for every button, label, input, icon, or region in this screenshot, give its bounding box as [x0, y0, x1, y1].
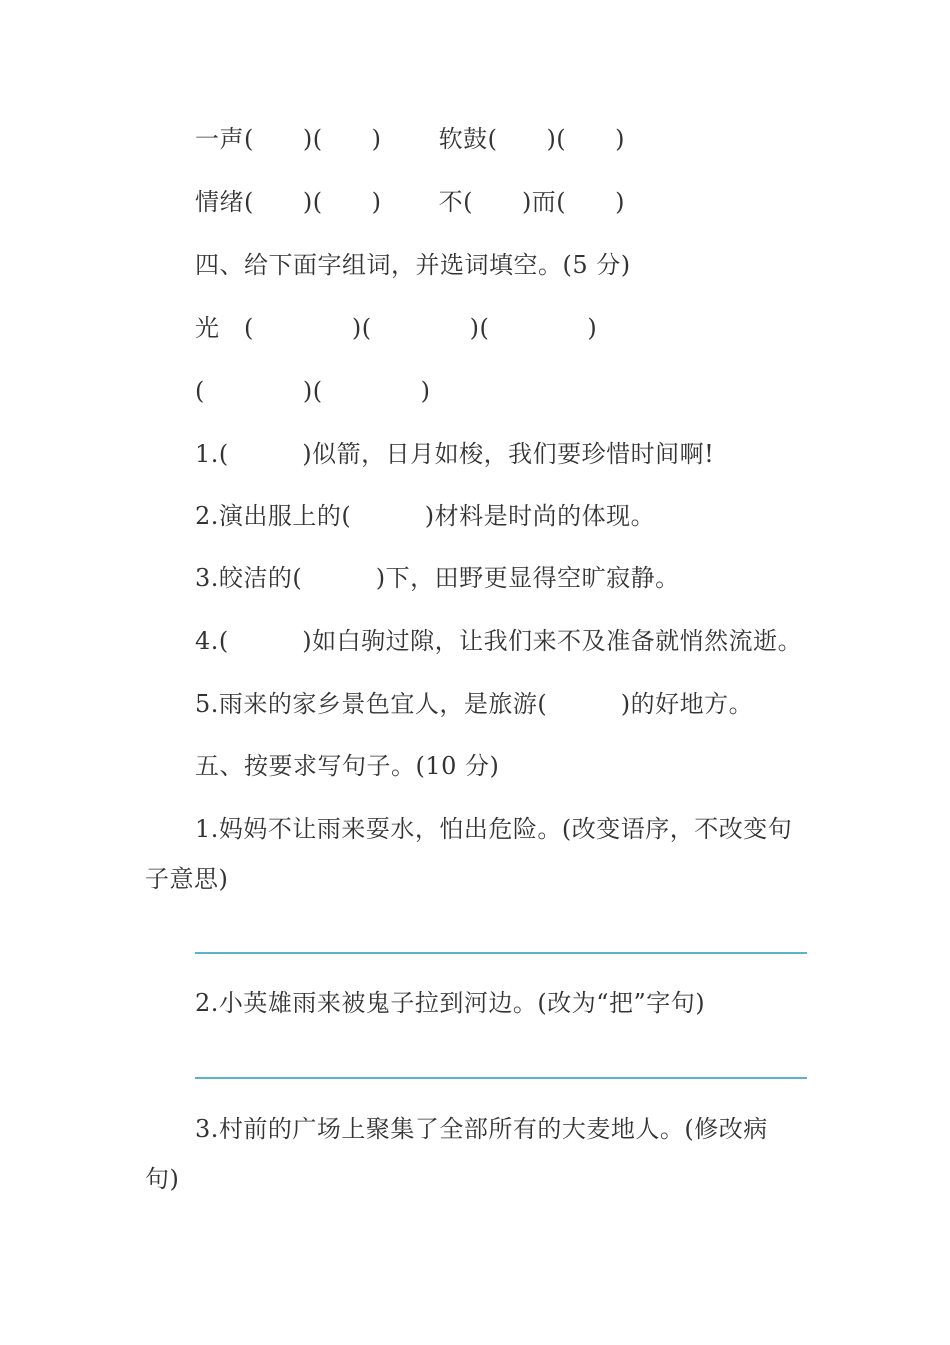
answer-line-1	[195, 952, 807, 954]
question-2: 2.小英雄雨来被鬼子拉到河边。(改为“把”字句)	[195, 989, 706, 1017]
fill-item-3: 3.皎洁的( )下，田野更显得空旷寂静。	[195, 564, 680, 592]
fill-item-5: 5.雨来的家乡景色宜人，是旅游( )的好地方。	[195, 690, 754, 718]
section-5-heading: 五、按要求写句子。(10 分)	[195, 752, 500, 780]
fill-item-4: 4.( )如白驹过隙，让我们来不及准备就悄然流逝。	[195, 627, 803, 655]
question-1-line-2: 子意思)	[145, 865, 229, 893]
section-4-heading: 四、给下面字组词，并选词填空。(5 分)	[195, 251, 631, 279]
question-3-line-2: 句)	[145, 1165, 180, 1193]
fill-item-1: 1.( )似箭，日月如梭，我们要珍惜时间啊!	[195, 440, 715, 468]
idiom-row-1: 一声( )( ) 软鼓( )( )	[195, 125, 626, 153]
idiom-row-2: 情绪( )( ) 不( )而( )	[195, 188, 626, 216]
word-row-2: ( )( )	[195, 377, 431, 405]
question-1-line-1: 1.妈妈不让雨来耍水，怕出危险。(改变语序，不改变句	[195, 815, 793, 843]
answer-line-2	[195, 1077, 807, 1079]
question-3-line-1: 3.村前的广场上聚集了全部所有的大麦地人。(修改病	[195, 1115, 768, 1143]
fill-item-2: 2.演出服上的( )材料是时尚的体现。	[195, 502, 656, 530]
word-row-1: 光 ( )( )( )	[195, 314, 598, 342]
